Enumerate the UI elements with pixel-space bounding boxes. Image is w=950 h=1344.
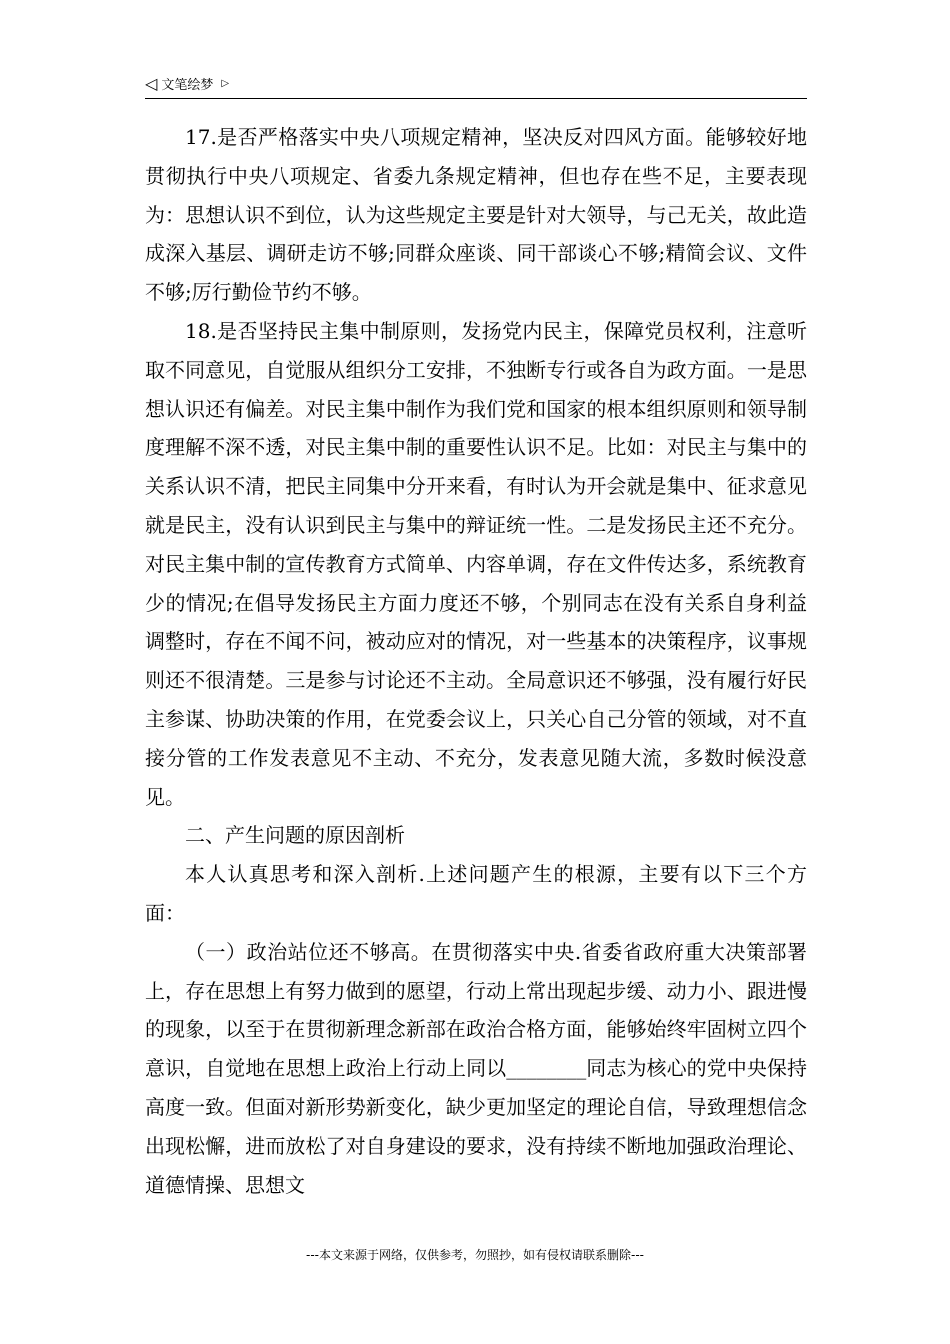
page-footer: ---本文来源于网络，仅供参考，勿照抄，如有侵权请联系删除--- (306, 1248, 644, 1262)
document-body (145, 118, 807, 1204)
paragraph-intro: 本人认真思考和深入剖析.上述问题产生的根源，主要有以下三个方面： (145, 862, 807, 925)
triangle-right-icon: ▷ (221, 77, 230, 89)
triangle-left-icon: ◁ (145, 73, 158, 93)
header-brand (145, 74, 229, 93)
section-heading: 二、产生问题的原因剖析 (185, 823, 405, 848)
paragraph-political-stance: （一）政治站位还不够高。在贯彻落实中央.省委省政府重大决策部署上，存在思想上有努力做到的愿望，行动上常出现起步缓、动力小、跟进慢的现象，以至于在贯彻新理念新部在政治合格方面，能够始终牢固树立四个意识，自觉地在思想上政治上行动上同以________同志为核心的党中央保持高度一致。但面对新形势新变化，缺少更加坚定的理论自信，导致理想信念出现松懈，进而放松了对自身建设的要求，没有持续不断地加强政治理论、道德情操、思想文 (145, 939, 807, 1197)
paragraph-17: 17.是否严格落实中央八项规定精神，坚决反对四风方面。能够较好地贯彻执行中央八项规定、省委九条规定精神，但也存在些不足，主要表现为：思想认识不到位，认为这些规定主要是针对大领导，与己无关，故此造成深入基层、调研走访不够;同群众座谈、同干部谈心不够;精简会议、文件不够;厉行勤俭节约不够。 (145, 125, 807, 305)
page-header (145, 72, 807, 99)
paragraph-18: 18.是否坚持民主集中制原则，发扬党内民主，保障党员权利，注意听取不同意见，自觉服从组织分工安排，不独断专行或各自为政方面。一是思想认识还有偏差。对民主集中制作为我们党和国家的根本组织原则和领导制度理解不深不透，对民主集中制的重要性认识不足。比如：对民主与集中的关系认识不清，把民主同集中分开来看，有时认为开会就是集中、征求意见就是民主，没有认识到民主与集中的辩证统一性。二是发扬民主还不充分。对民主集中制的宣传教育方式简单、内容单调，存在文件传达多，系统教育少的情况;在倡导发扬民主方面力度还不够，个别同志在没有关系自身利益调整时，存在不闻不问，被动应对的情况，对一些基本的决策程序，议事规则还不很清楚。三是参与讨论还不主动。全局意识还不够强，没有履行好民主参谋、协助决策的作用，在党委会议上，只关心自己分管的领域，对不直接分管的工作发表意见不主动、不充分，发表意见随大流，多数时候没意见。 (145, 318, 807, 809)
brand-text: 文笔绘梦 (161, 78, 214, 93)
